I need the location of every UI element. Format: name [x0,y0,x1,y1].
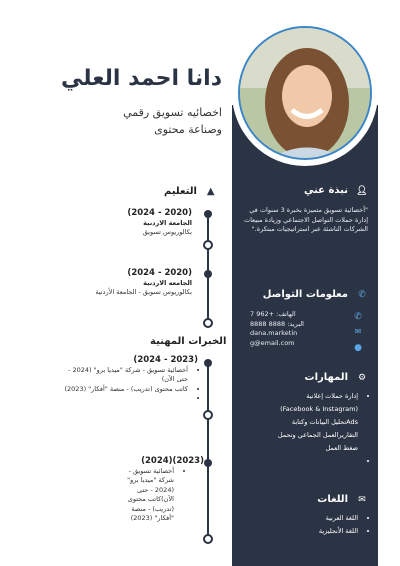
experience-years: (2023)(2024) [141,456,204,466]
timeline-ring [203,410,213,420]
contact-heading [240,289,368,300]
experience-timeline [207,362,209,537]
experience-item: • أخصائية تسويق - شركة "ميديا برو" (2024 - حتى الآن) [60,366,188,385]
education-heading [164,186,215,197]
timeline-dot [204,270,212,278]
skill-item [240,455,358,468]
phone-small-icon: ✆ [354,312,362,322]
education-years: (2020 - 2024) [127,208,192,218]
experience-item [60,394,188,404]
experience-heading [150,336,245,347]
contact-details [250,310,338,348]
experience-item: • كاتب محتوى (تدريب) - منصة "أفكار" (2023) [60,385,188,395]
skills-title: المهارات [304,372,348,383]
experience-item: • أخصائية تسويق - شركة "ميديا برو" (2024 - حتى الآن)كاتب محتوى (تدريب) - منصة "أفكار" (2023) [118,467,174,524]
timeline-ring [203,318,213,328]
location-pin-icon: ● [354,343,362,353]
email-value-2: g@email.com [250,338,295,347]
education-degree: بكالوريوس تسويق - الجامعة الأردنية [95,288,192,296]
language-item: • اللغة العربية [240,512,358,525]
skill-item: ضغط العمل [325,444,358,452]
experience-list [60,366,198,404]
language-item: • اللغة الأنجليزية [240,525,358,538]
education-degree: بكالوريوس تسويق [142,228,192,236]
skill-item: التقاريرالعمل الجماعي وتحمل [277,431,358,439]
email-label: البريد: 8888 8888 [250,319,304,328]
job-title-line-2: وصناعة محتوى [154,123,222,136]
job-title [102,104,222,138]
experience-years: (2023 - 2024) [133,355,198,365]
about-heading [240,185,368,196]
gear-icon: ⚙ [357,372,367,383]
skills-list [240,390,370,468]
timeline-dot [204,459,212,467]
language-icon: ✉ [358,494,366,505]
skill-item: Adsتحليل البيانات وكتابة [291,418,358,426]
about-text: "أخصائية تسويق متميزة بخبرة 3 سنوات في إدارة حملات التواصل الاجتماعي وزيادة مبيعات الشركات الناشئة عبر استراتيجيات مبتكرة." [243,206,368,233]
experience-entry [118,457,204,524]
profile-photo-frame [232,20,378,166]
email-icon: ✉ [354,327,362,336]
experience-list [118,467,204,524]
languages-list [240,512,370,538]
skill-item: • إدارة حملات إعلانية [240,390,358,403]
experience-entry [60,356,198,404]
education-entry [60,209,192,238]
education-university: الجامعة الاردنية [143,218,192,227]
skills-heading [240,372,368,383]
skill-item: (Facebook & Instagram) [280,405,358,413]
email-value-1: dana.marketin [250,329,298,337]
timeline-dot [204,359,212,367]
contact-title: معلومات التواصل [262,289,348,300]
education-entry [60,269,192,298]
languages-title: اللغات [317,494,348,505]
education-years: (2020 - 2024) [127,268,192,278]
person-name: دانا احمد العلي [61,66,222,91]
experience-title: الخبرات المهنية [150,336,227,347]
graduation-cap-icon: ▲ [206,186,215,197]
education-university: الجامعه الاردنية [143,278,192,287]
phone-value: الهاتف: +962 7 [250,310,296,318]
portrait-image [240,28,372,160]
about-title: نبذة عني [303,185,348,196]
phone-icon: ✆ [358,289,366,300]
education-timeline [207,212,209,322]
languages-heading [240,494,368,505]
timeline-dot [204,210,212,218]
education-title: التعليم [164,186,197,197]
user-icon: 👤︎ [356,185,368,196]
timeline-ring [203,240,213,250]
job-title-line-1: اخصائيه تسويق رقمي [123,106,222,119]
timeline-ring [203,534,213,544]
profile-photo [238,26,372,160]
briefcase-icon: ▤ [236,336,245,347]
